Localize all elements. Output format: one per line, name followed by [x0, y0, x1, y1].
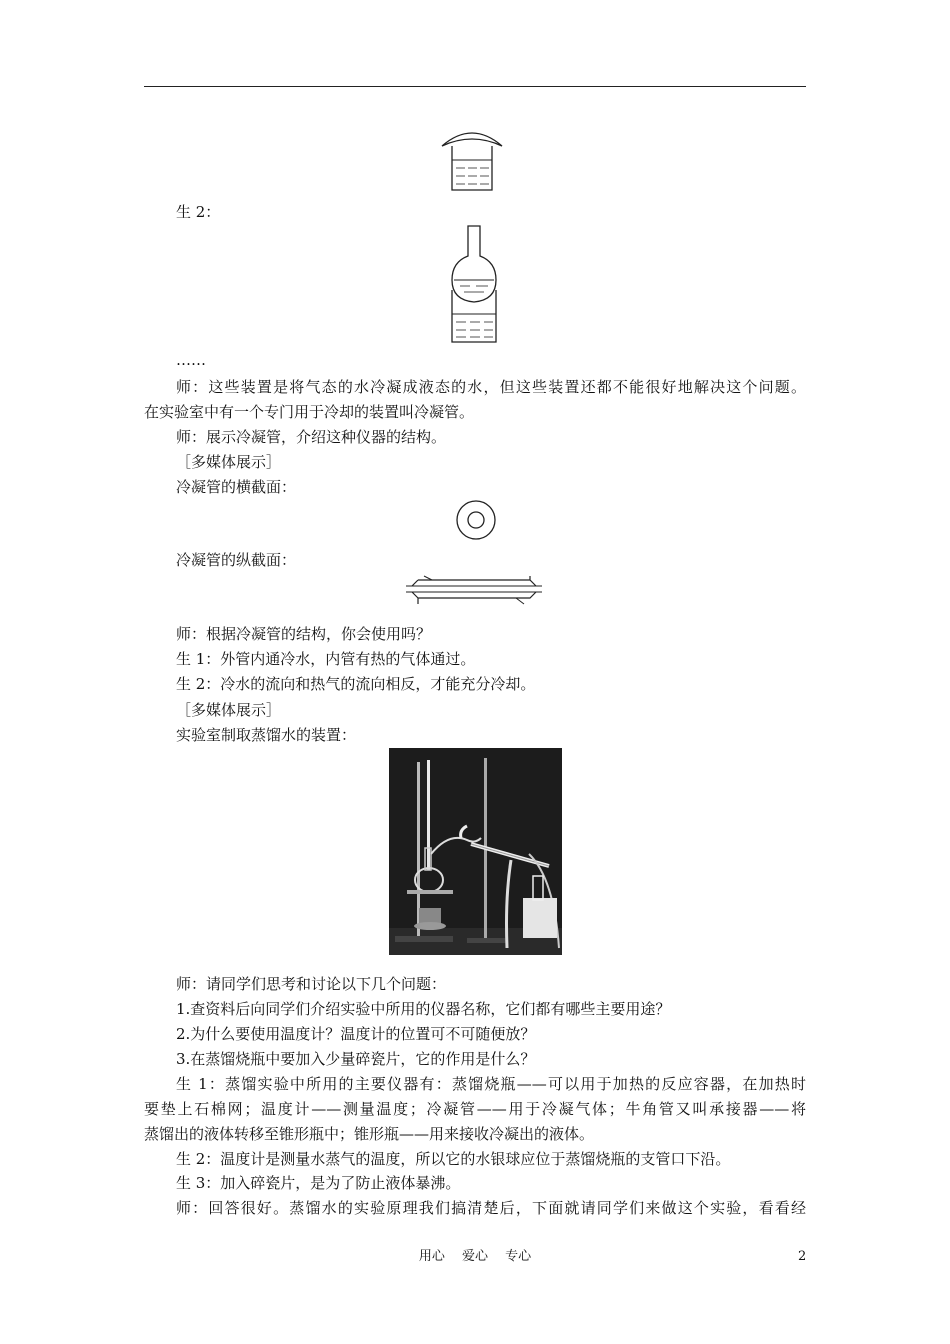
student1-answer: 生 1：外管内通冷水，内管有热的气体通过。: [176, 650, 476, 668]
apparatus-caption: 实验室制取蒸馏水的装置：: [176, 726, 357, 744]
teacher-discussion: 师：请同学们思考和讨论以下几个问题：: [176, 975, 447, 993]
teacher-closing: 师：回答很好。蒸馏水的实验原理我们搞清楚后，下面就请同学们来做这个实验，看看经: [176, 1199, 806, 1217]
answer1-line1: 生 1：蒸馏实验中所用的主要仪器有：蒸馏烧瓶——可以用于加热的反应容器，在加热时: [176, 1075, 806, 1093]
beaker-watchglass-figure: [440, 124, 504, 194]
ellipsis: ……: [176, 351, 206, 369]
question-3: 3.在蒸馏烧瓶中要加入少量碎瓷片，它的作用是什么？: [176, 1050, 536, 1068]
teacher-statement-line1: 师：这些装置是将气态的水冷凝成液态的水，但这些装置还都不能很好地解决这个问题。: [176, 378, 806, 396]
question-1: 1.查资料后向同学们介绍实验中所用的仪器名称，它们都有哪些主要用途？: [176, 1000, 671, 1018]
page-number: 2: [798, 1249, 807, 1264]
teacher-question: 师：根据冷凝管的结构，你会使用吗？: [176, 625, 432, 643]
condenser-cross-section-figure: [454, 498, 498, 542]
flask-over-beaker-figure: [446, 224, 502, 346]
answer2: 生 2：温度计是测量水蒸气的温度，所以它的水银球应位于蒸馏烧瓶的支管口下沿。: [176, 1150, 731, 1168]
distillation-apparatus-photo: [389, 748, 562, 955]
question-2: 2.为什么要使用温度计？温度计的位置可不可随便放？: [176, 1025, 536, 1043]
longitudinal-section-caption: 冷凝管的纵截面：: [176, 551, 297, 569]
multimedia-label-1: ［多媒体展示］: [176, 453, 282, 471]
answer3: 生 3：加入碎瓷片，是为了防止液体暴沸。: [176, 1174, 461, 1192]
condenser-longitudinal-figure: [404, 570, 544, 610]
cross-section-caption: 冷凝管的横截面：: [176, 478, 297, 496]
student2-label: 生 2：: [176, 203, 221, 221]
distillation-apparatus-drawing: [389, 748, 562, 955]
footer-motto: 用心 爱心 专心: [418, 1249, 532, 1264]
multimedia-label-2: ［多媒体展示］: [176, 701, 282, 719]
answer1-line3: 蒸馏出的液体转移至锥形瓶中；锥形瓶——用来接收冷凝出的液体。: [144, 1125, 595, 1143]
student2-answer: 生 2：冷水的流向和热气的流向相反，才能充分冷却。: [176, 675, 536, 693]
teacher-show-condenser: 师：展示冷凝管，介绍这种仪器的结构。: [176, 428, 447, 446]
answer1-line2: 要垫上石棉网；温度计——测量温度；冷凝管——用于冷凝气体；牛角管又叫承接器——将: [144, 1100, 806, 1118]
header-rule: [144, 86, 806, 87]
teacher-statement-line2: 在实验室中有一个专门用于冷却的装置叫冷凝管。: [144, 403, 475, 421]
